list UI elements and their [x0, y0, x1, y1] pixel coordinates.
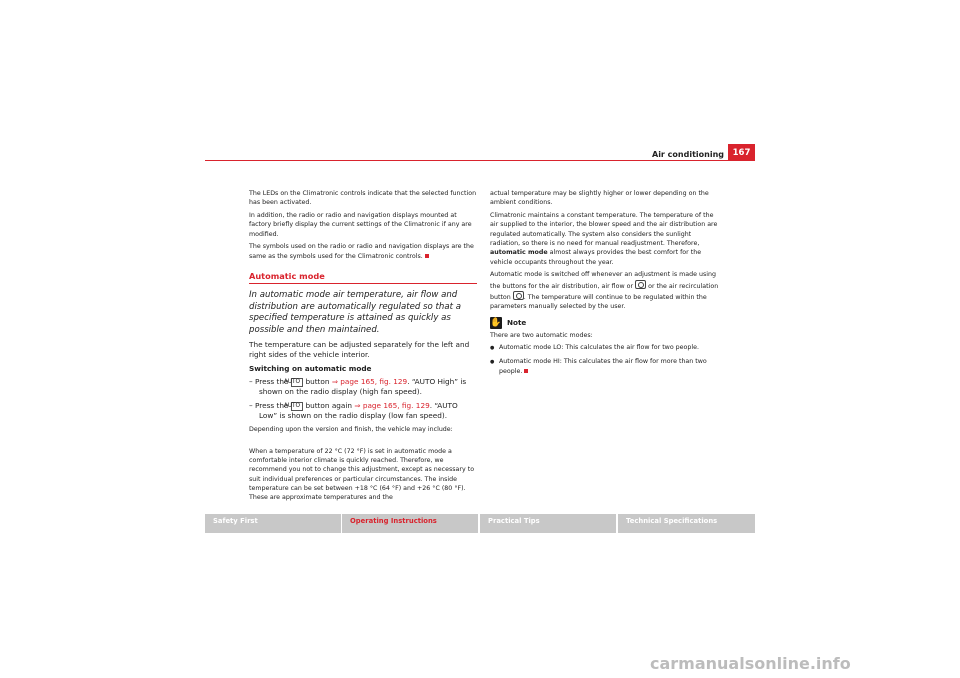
note-intro: There are two automatic modes:	[490, 331, 593, 339]
step-2-text-a: Press the	[254, 400, 289, 410]
switched-off-text-c: . The temperature will continue to be regulated within the parameters manually selected by the user.	[490, 293, 707, 311]
bullet-item	[490, 357, 720, 377]
note-label: Note	[507, 317, 527, 327]
header-rule	[205, 160, 728, 161]
note-header	[490, 317, 720, 329]
step-2-text-c: . “AUTO Low” is shown on the radio display (low fan speed).	[259, 400, 458, 421]
auto-button-icon: AUTO	[291, 378, 303, 387]
step-1-text-b: button	[305, 376, 330, 386]
version-text: Depending upon the version and finish, the vehicle may include:	[249, 425, 453, 433]
note-hand-icon: ✋	[490, 317, 502, 328]
section-heading: Automatic mode	[249, 271, 325, 282]
step-1: – Press the AUTO button ⇒ page 165, fig. 129. “AUTO High” is shown on the radio display (high fan speed).	[249, 376, 467, 397]
switched-off-text-b: or the air recirculation button	[490, 282, 719, 301]
switched-off-text-a: Automatic mode is switched off whenever an adjustment is made using the buttons for the air distribution, air flow or	[490, 271, 716, 290]
auto-button-icon: AUTO	[291, 402, 303, 411]
ambient-paragraph: actual temperature may be slightly higher or lower depending on the ambient conditions.	[490, 190, 709, 207]
footer-tab-technical-specifications[interactable]: Technical Specifications	[618, 514, 755, 533]
temperature-paragraph: When a temperature of 22 °C (72 °F) is set in automatic mode a comfortable interior climate is quickly reached. Therefore, we recommend you not to change this adjustment, except as necessary to suit individual preferences or particular circumstances. The inside temperature can be set between +18 °C (64 °F) and +26 °C (80 °F). These are approximate temperatures and the	[249, 447, 475, 502]
bullet-item: ● Automatic mode LO: This calculates the air flow for two people.	[490, 343, 720, 353]
page-number: 167	[728, 144, 755, 161]
footer-tab-safety-first[interactable]: Safety First	[205, 514, 341, 533]
constant-temp-paragraph	[490, 211, 720, 267]
step-1-text-a: Press the	[254, 376, 289, 386]
watermark: carmanualsonline.info	[650, 654, 851, 673]
switched-off-paragraph	[490, 270, 720, 311]
display-paragraph: In addition, the radio or radio and navigation displays mounted at factory briefly display the current settings of the Climatronic if any are modified.	[249, 212, 472, 238]
right-column	[490, 189, 720, 380]
page-reference-link[interactable]: ⇒ page 165, fig. 129	[331, 376, 408, 386]
step-2: – Press the AUTO button again ⇒ page 165, fig. 129. “AUTO Low” is shown on the radio display (low fan speed).	[249, 400, 458, 421]
leds-paragraph: The LEDs on the Climatronic controls indicate that the selected function has been activated.	[249, 190, 477, 207]
recirculation-button-icon	[513, 291, 524, 300]
footer-tab-operating-instructions[interactable]: Operating Instructions	[342, 514, 478, 533]
fan-button-icon	[635, 280, 646, 289]
bullet-2-text: Automatic mode HI: This calculates the air flow for more than two people.	[499, 358, 707, 376]
constant-temp-text-b: almost always provides the best comfort for the vehicle occupants throughout the year.	[490, 249, 702, 266]
symbols-paragraph	[249, 242, 477, 261]
end-of-section-icon	[524, 369, 528, 373]
step-2-text-b: button again	[305, 400, 353, 410]
section-intro: In automatic mode air temperature, air flow and distribution are automatically regulated so that a specified temperature is attained as quickly as possible and then maintained.	[249, 290, 461, 335]
end-of-section-icon	[425, 254, 429, 258]
step-1-text-c: . “AUTO High” is shown on the radio display (high fan speed).	[259, 376, 467, 397]
temperature-adjust-text: The temperature can be adjusted separately for the left and right sides of the vehicle interior.	[249, 339, 470, 360]
page-reference-link[interactable]: ⇒ page 165, fig. 129	[354, 400, 430, 410]
left-column	[249, 189, 477, 506]
chapter-title: Air conditioning	[652, 150, 724, 159]
automatic-mode-bold: automatic mode	[490, 249, 548, 257]
symbols-text: The symbols used on the radio or radio and navigation displays are the same as the symbols used for the Climatronic controls.	[249, 243, 474, 260]
switch-on-heading: Switching on automatic mode	[249, 363, 372, 373]
section-rule	[249, 283, 477, 284]
constant-temp-text-a: Climatronic maintains a constant temperature. The temperature of the air supplied to the interior, the blower speed and the air distribution are regulated automatically. The system also considers the sunlight radiation, so there is no need for manual readjustment. Therefore,	[490, 212, 718, 247]
footer-tab-practical-tips[interactable]: Practical Tips	[480, 514, 616, 533]
